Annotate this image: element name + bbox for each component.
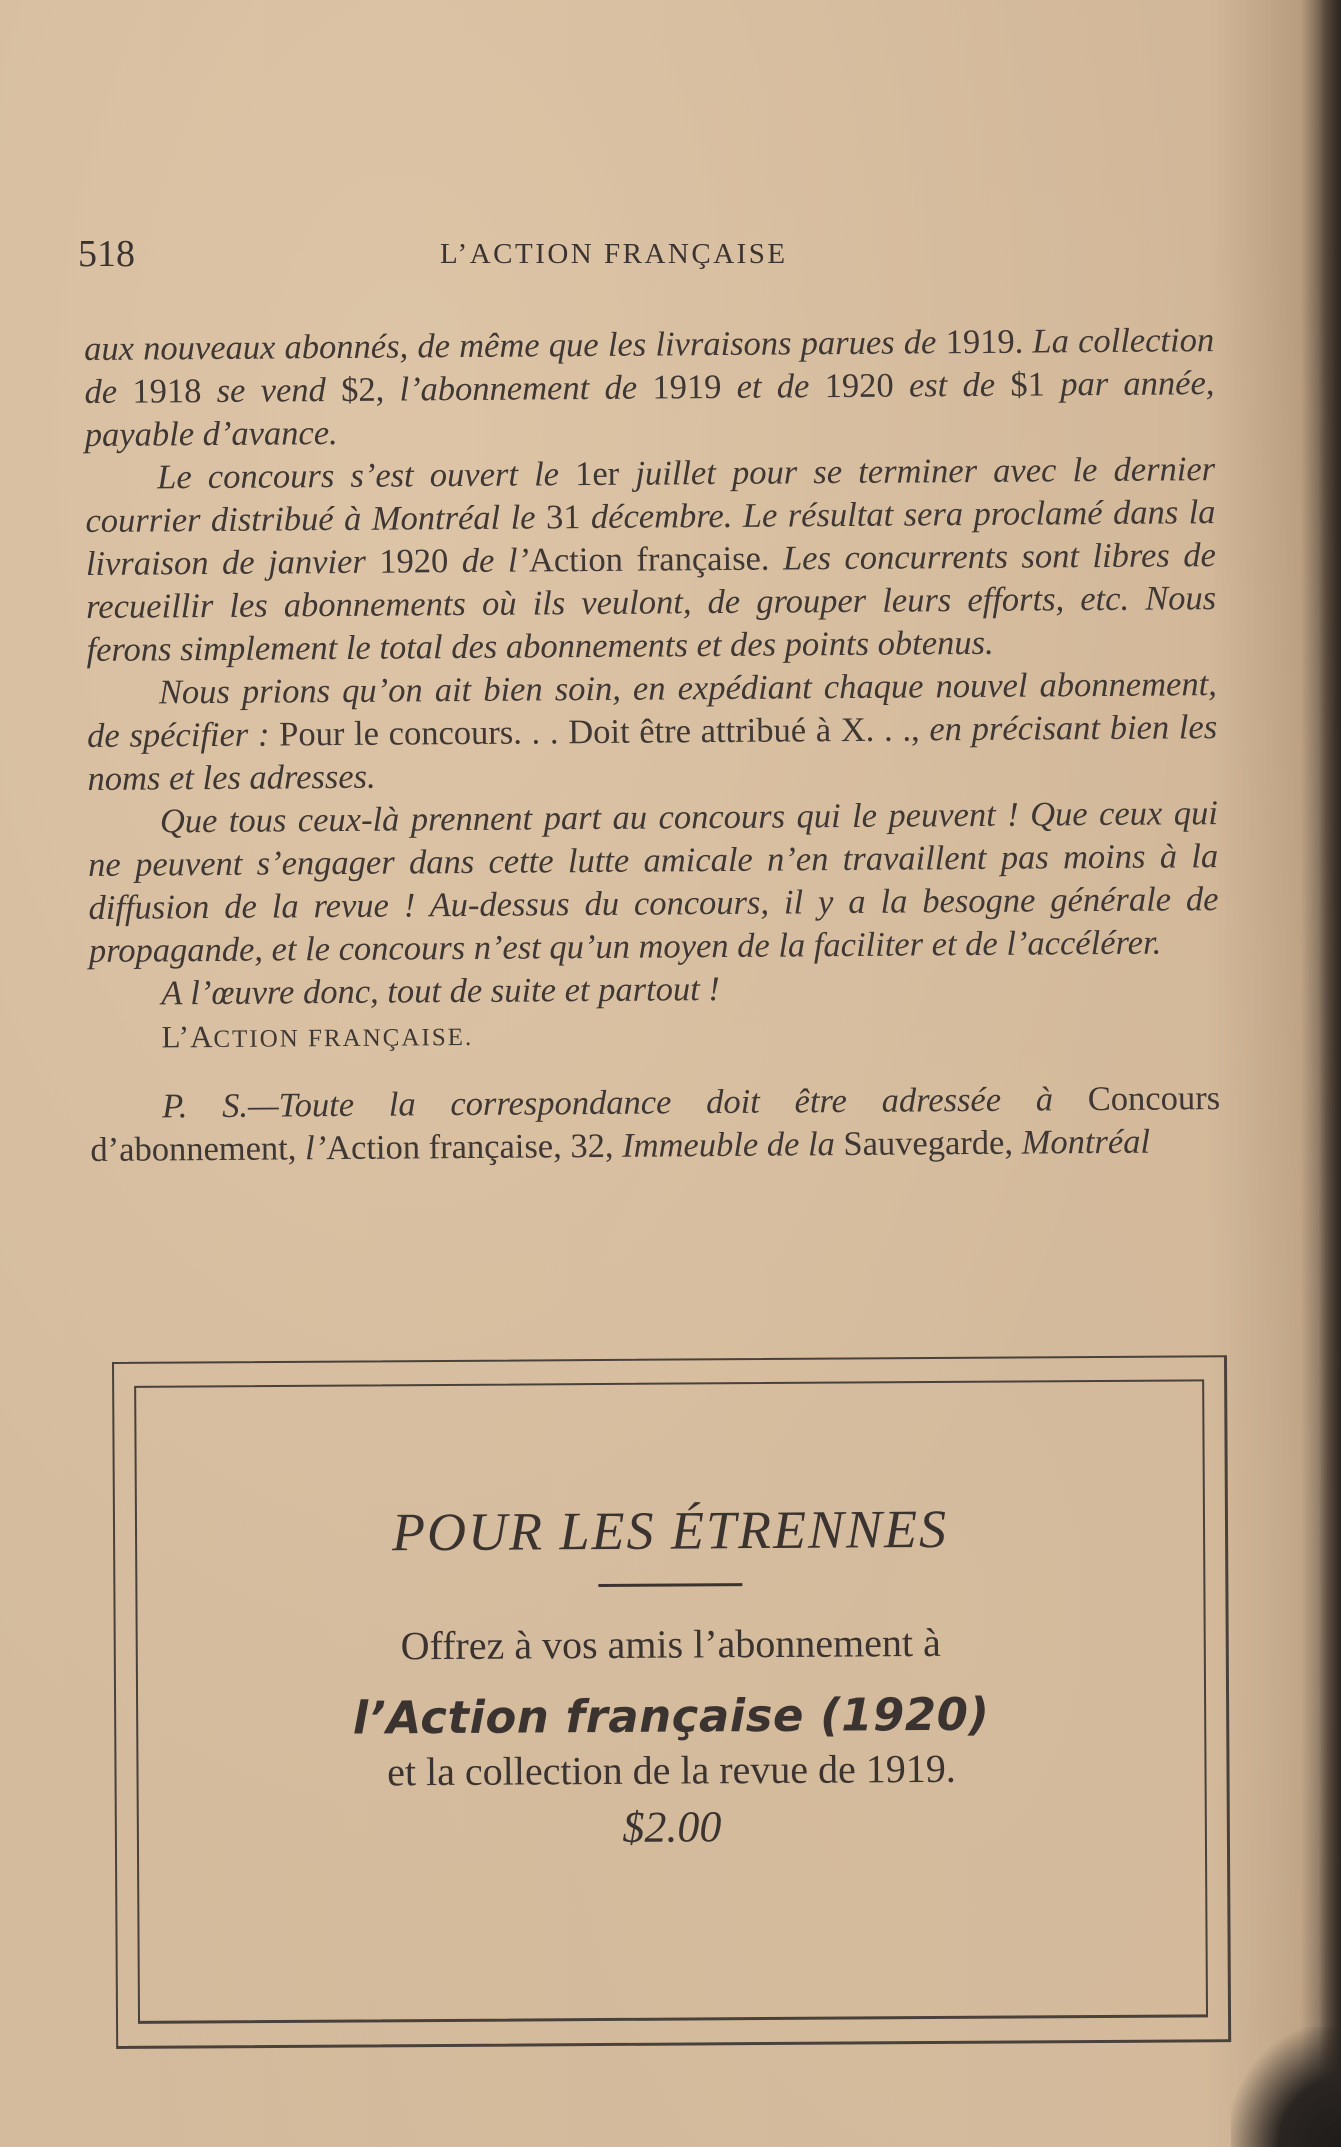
text-run: 1er: [575, 454, 620, 494]
signature: [89, 1007, 1219, 1062]
text-run: Sauvegarde,: [843, 1123, 1022, 1164]
paragraph-contest-dates: [85, 448, 1217, 672]
ad-offer-line: Offrez à vos amis l’abonnement à: [400, 1619, 941, 1669]
ad-price: $2.00: [622, 1802, 722, 1852]
text-run: Le concours s’est ouvert le: [157, 455, 576, 497]
text-run: A l’œuvre donc, tout de suite et partout !: [161, 970, 720, 1013]
text-run: Montréal: [1021, 1122, 1151, 1162]
text-run: par année, payable d’avance.: [84, 364, 1215, 454]
paragraph-postscript: [90, 1077, 1221, 1172]
signature-rest: CTION FRANÇAISE.: [213, 1023, 474, 1054]
page-header: [78, 232, 1218, 282]
text-run: aux nouveaux abonnés, de même que les livraisons parues de: [84, 323, 946, 368]
paragraph-subscriptions: [84, 319, 1215, 457]
paragraph-instructions: [87, 663, 1218, 801]
text-run: Immeuble de la: [621, 1125, 844, 1165]
text-run: Concours d’abonnement,: [90, 1079, 1221, 1169]
text-run: P. S.—Toute la correspondance doit être adressée à: [161, 1080, 1088, 1126]
text-run: Nous prions qu’on ait bien soin, en expédiant chaque nouvel abonnement, de spécifier :: [87, 665, 1217, 755]
signature-initial: L’A: [161, 1019, 214, 1055]
page-edge-shadow: [1319, 0, 1341, 2147]
text-run: en précisant bien les noms et les adresses.: [87, 708, 1218, 798]
text-run: l’: [304, 1129, 327, 1168]
text-run: La collection de: [84, 321, 1215, 411]
text-run: 1920: [824, 366, 894, 406]
ad-brand: l’Action française (1920): [352, 1687, 990, 1745]
text-run: 31: [545, 498, 581, 537]
text-run: 1918: [132, 372, 202, 411]
article-body: [84, 319, 1221, 1172]
paragraph-appeal: [88, 792, 1219, 973]
ad-divider: [598, 1583, 742, 1587]
text-run: Les concurrents sont libres de recueillir les abonnements où ils veulont, de grouper leurs efforts, etc. Nous ferons simplement le total des abonnements et des points obtenus.: [86, 536, 1217, 669]
text-run: de l’: [448, 541, 530, 581]
running-head: L’ACTION FRANÇAISE: [440, 238, 788, 270]
advertisement-box: [112, 1355, 1231, 2049]
text-run: se vend: [201, 370, 342, 411]
ad-collection-line: et la collection de la revue de 1919.: [387, 1745, 956, 1795]
text-run: Action française, 32,: [325, 1126, 623, 1168]
text-run: Que tous ceux-là prennent part au concours qui le peuvent ! Que ceux qui ne peuvent s’engager dans cette lutte amicale n’en travaillent pas moins à la diffusion de la revue ! Au-dessus du concours, il y a la besogne générale de propagande, et le concours n’est qu’un moyen de la faciliter et de l’accélérer.: [88, 794, 1219, 970]
text-run: $2,: [340, 370, 385, 409]
text-run: l’abonnement de: [384, 368, 653, 409]
text-run: $1: [1010, 365, 1046, 404]
corner-shadow: [1231, 2027, 1341, 2147]
text-run: Pour le concours. . . Doit être attribué à X. . .,: [279, 710, 920, 754]
text-run: juillet pour se terminer avec le dernier courrier distribué à Montréal le: [85, 450, 1216, 540]
text-run: Action française.: [528, 539, 770, 580]
text-run: décembre. Le résultat sera proclamé dans la livraison de janvier: [85, 493, 1216, 583]
advertisement-inner-frame: [134, 1379, 1208, 2024]
text-run: 1920: [379, 542, 449, 581]
text-run: 1919: [652, 367, 722, 407]
page-number: 518: [78, 233, 135, 275]
text-run: et de: [721, 367, 825, 406]
ad-title: POUR LES ÉTRENNES: [391, 1498, 949, 1563]
text-run: 1919.: [945, 322, 1024, 362]
text-run: est de: [893, 365, 1011, 405]
